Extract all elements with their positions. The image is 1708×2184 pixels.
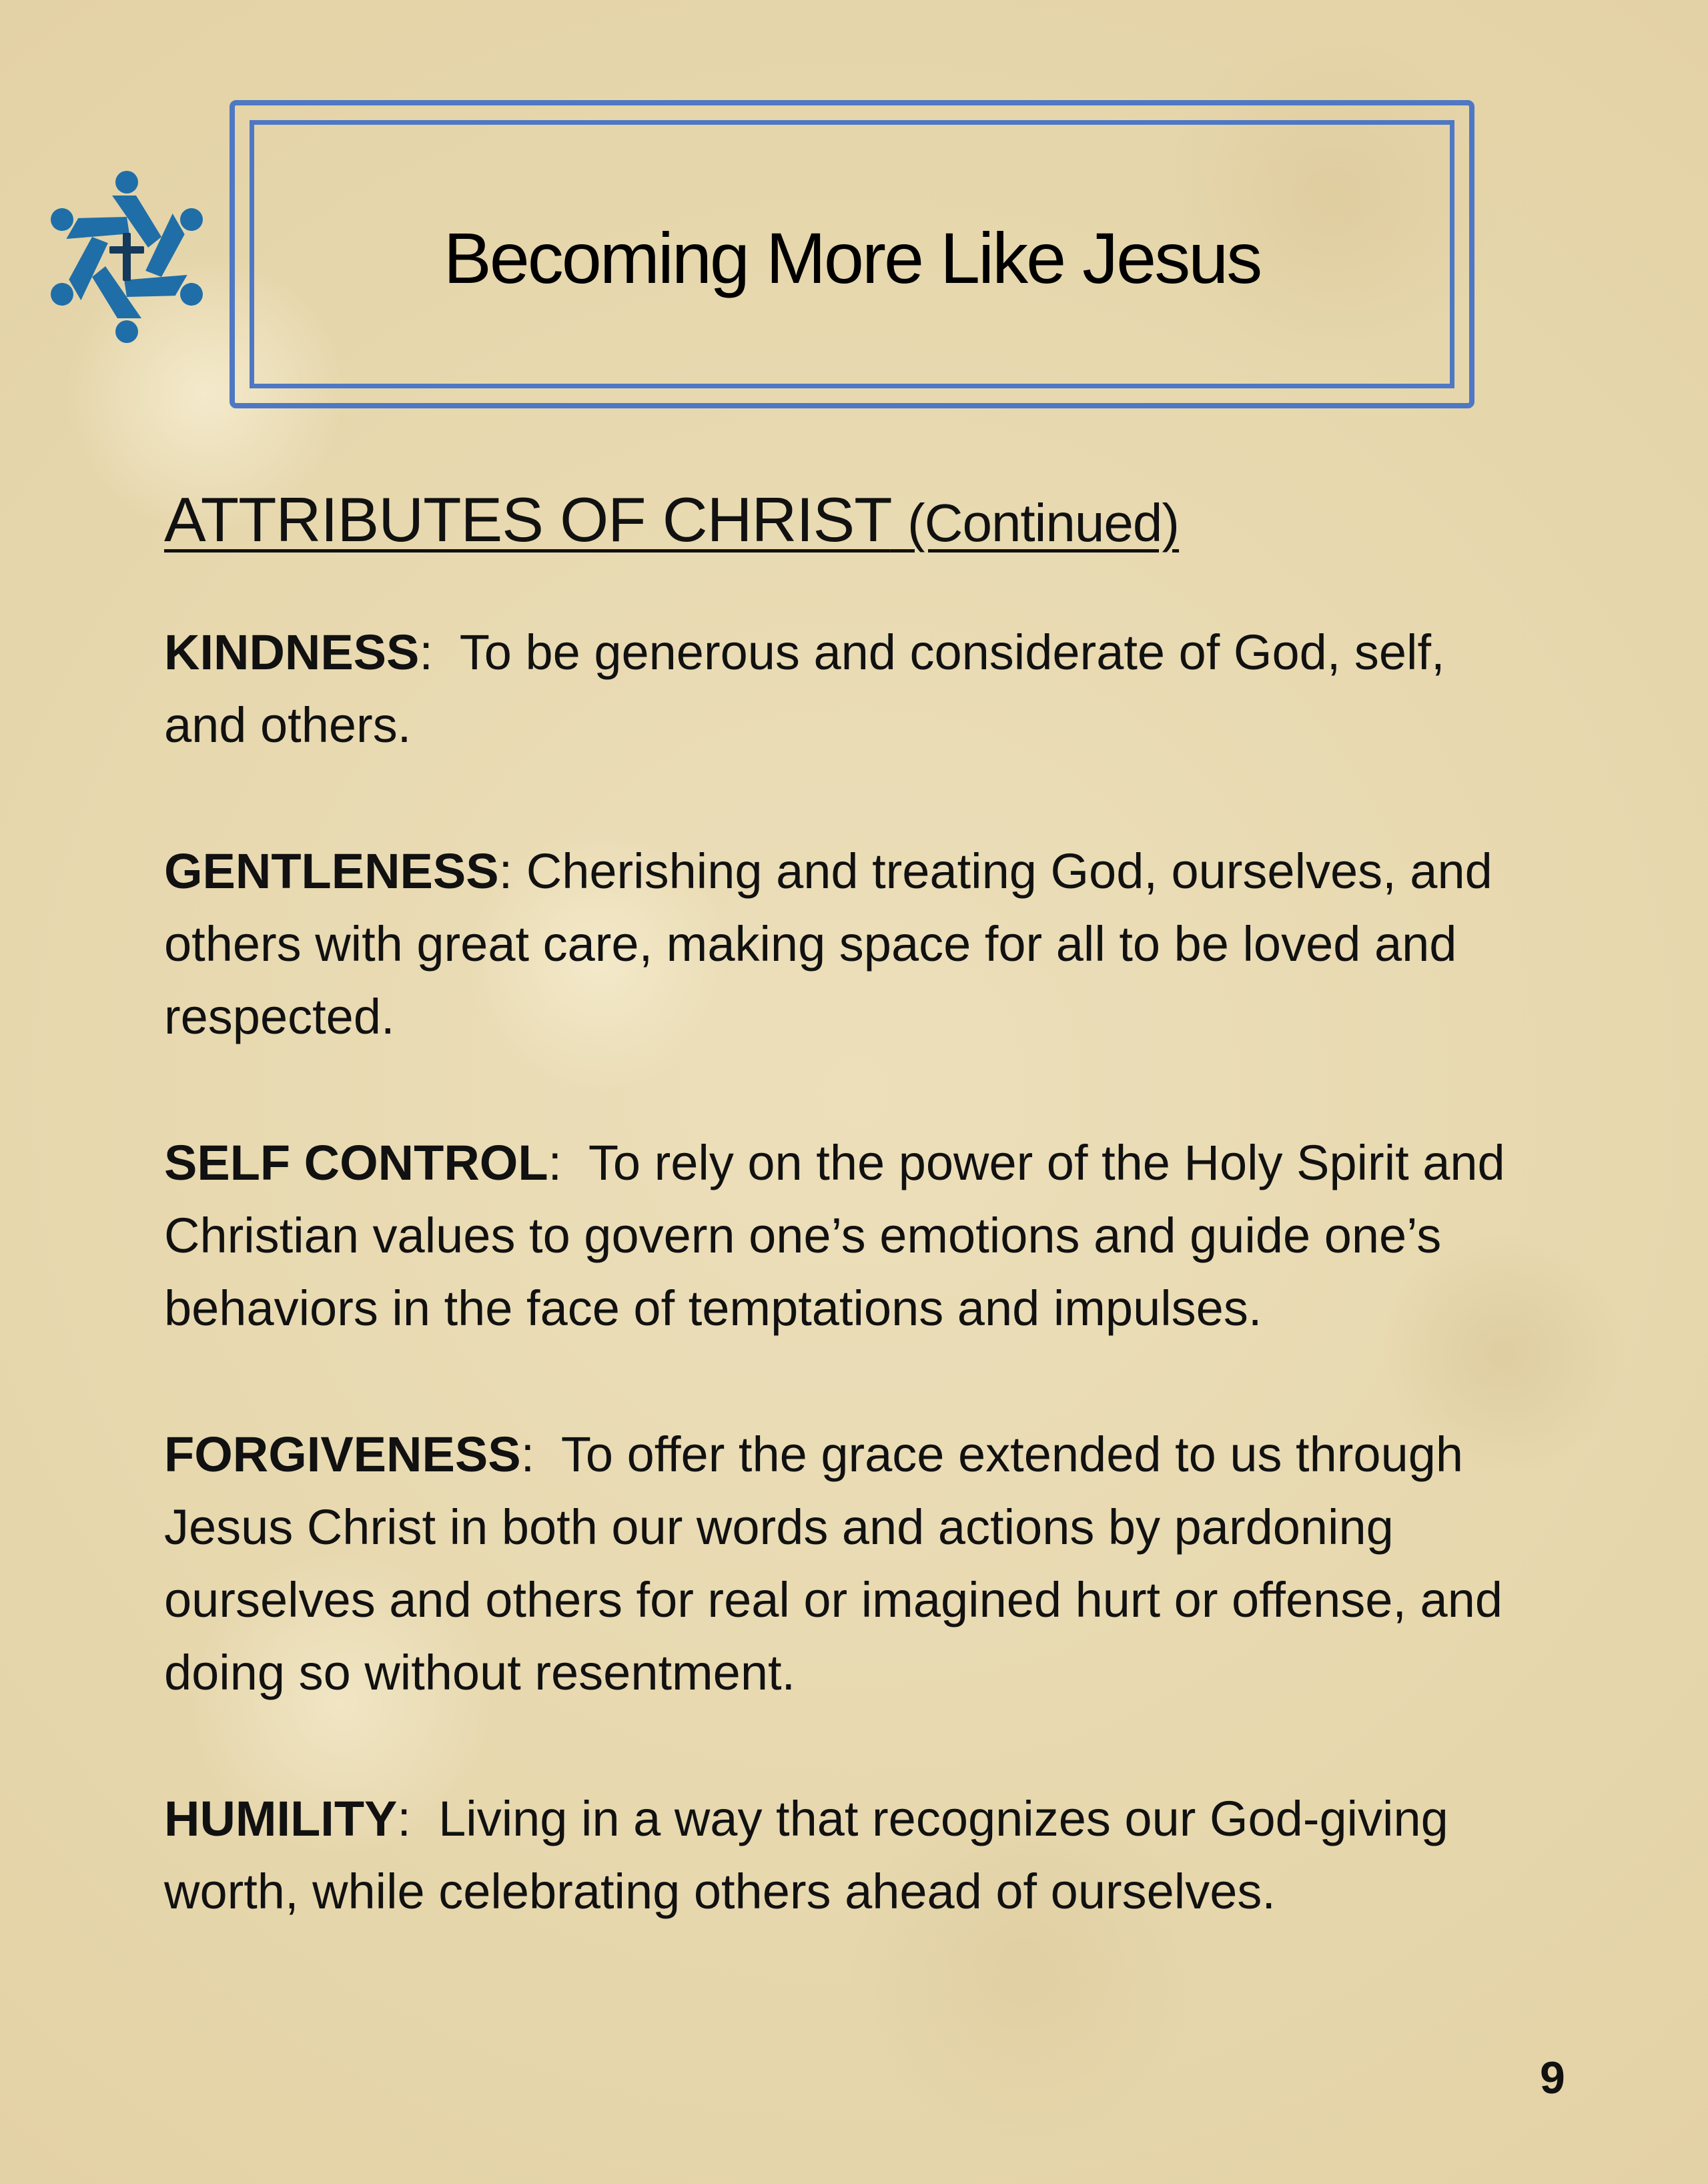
attribute-definition: Cherishing and treating God, ourselves, and others with great care, making space for all to be loved and respected. — [164, 843, 1492, 1044]
title-frame — [230, 100, 1474, 408]
attribute-entry-gentleness — [164, 835, 1519, 1053]
attribute-term: SELF CONTROL — [164, 1135, 548, 1190]
attribute-separator: : — [520, 1427, 561, 1482]
attribute-term: HUMILITY — [164, 1791, 398, 1846]
attribute-entry-self-control — [164, 1126, 1519, 1345]
attribute-entry-humility — [164, 1782, 1519, 1928]
page-title: Becoming More Like Jesus — [443, 217, 1261, 298]
title-frame-inner — [250, 120, 1454, 388]
page-number: 9 — [1540, 2053, 1565, 2103]
attribute-separator: : — [419, 625, 460, 680]
attribute-definition: To rely on the power of the Holy Spirit and Christian values to govern one’s emotions and guide one’s behaviors in the face of temptations and impulses. — [164, 1135, 1505, 1336]
circle-of-people-cross-icon — [33, 167, 220, 347]
main-content — [164, 484, 1519, 2001]
attribute-separator: : — [397, 1791, 439, 1846]
attribute-definition: To be generous and considerate of God, self, and others. — [164, 625, 1445, 753]
section-heading — [164, 484, 1519, 556]
section-heading-text: ATTRIBUTES OF CHRIST — [164, 484, 891, 555]
attribute-entry-kindness — [164, 616, 1519, 761]
attribute-separator: : — [498, 843, 526, 899]
attribute-term: FORGIVENESS — [164, 1427, 521, 1482]
attribute-term: KINDNESS — [164, 625, 420, 680]
attribute-entry-forgiveness — [164, 1418, 1519, 1709]
attribute-definition: To offer the grace extended to us through Jesus Christ in both our words and actions by pardoning ourselves and others for real or imagined hurt or offense, and doing so without resentment. — [164, 1427, 1503, 1700]
section-heading-suffix: (Continued) — [907, 493, 1180, 553]
attribute-term: GENTLENESS — [164, 843, 499, 899]
attribute-definition: Living in a way that recognizes our God-giving worth, while celebrating others ahead of ourselves. — [164, 1791, 1448, 1919]
attribute-separator: : — [548, 1135, 588, 1190]
